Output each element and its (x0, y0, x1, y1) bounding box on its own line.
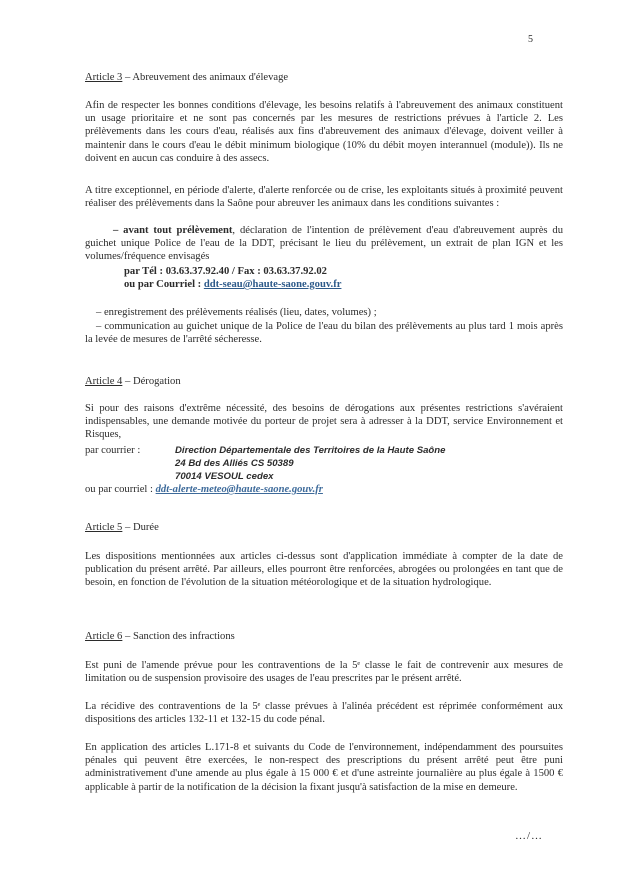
article-6-paragraph-3: En application des articles L.171-8 et suivants du Code de l'environnement, indépendamment des poursuites pénales qui peuvent être exercées, le non-respect des prescriptions du présent arrêté peut être puni administrativement d'une amende au plus égale à 15 000 € et d'une astreinte journalière au plus égale à 1500 € applicable à partir de la notification de la décision la fixant jusqu'à satisfaction de la mise en demeure. (85, 742, 563, 793)
article-3-bullet-2: – enregistrement des prélèvements réalisés (lieu, dates, volumes) ; (96, 307, 377, 318)
bullet-1-rest: , déclaration de l'intention de prélèvement d'eau d'abreuvement auprès du guichet unique Police de l'eau de la DDT, précisant le lieu du prélèvement, un extrait de plan IGN et les volumes/fréquence envisagés (85, 225, 564, 263)
bullet-1-bold: – avant tout prélèvement (113, 225, 233, 236)
article-3-title: – Abreuvement des animaux d'élevage (122, 72, 289, 83)
courriel-label: ou par courriel : (85, 484, 156, 495)
courriel-link[interactable]: ddt-alerte-meteo@haute-saone.gouv.fr (155, 484, 323, 495)
article-5-label: Article 5 (85, 522, 123, 533)
article-4-label: Article 4 (85, 376, 123, 387)
article-3-bullet-3: – communication au guichet unique de la Police de l'eau du bilan des prélèvements au plus tard 1 mois après la levée de mesures de l'arrêté sécheresse. (85, 321, 563, 346)
article-5-paragraph-1: Les dispositions mentionnées aux articles ci-dessus sont d'application immédiate à compter de la date de publication du présent arrêté. Par ailleurs, elles pourront être renforcées, abrogées ou prolongées en tant que de besoin, en fonction de l'évolution de la situation météorologique et de la situation hydrologique. (85, 551, 563, 589)
article-6-paragraph-2: La récidive des contraventions de la 5ᵉ classe prévues à l'alinéa précédent est réprimée conformément aux dispositions des articles 132-11 et 132-15 du code pénal. (85, 701, 563, 726)
article-3-paragraph-2: A titre exceptionnel, en période d'alerte, d'alerte renforcée ou de crise, les exploitants situés à proximité peuvent réaliser des prélèvements dans la Saône pour abreuver les animaux dans les conditions suivantes : (85, 185, 563, 210)
continuation-marker: …/… (515, 830, 544, 842)
article-3-label: Article 3 (85, 72, 123, 83)
email-prefix: ou par Courriel : (124, 279, 204, 290)
article-4-heading (85, 376, 181, 387)
article-3-heading (85, 72, 288, 83)
article-6-paragraph-1: Est puni de l'amende prévue pour les contraventions de la 5ᵉ classe le fait de contrevenir aux mesures de limitation ou de suspension provisoire des usages de l'eau prescrites par le présent arrêté. (85, 660, 563, 685)
address-line-2: 24 Bd des Alliés CS 50389 (175, 458, 294, 469)
address-line-1: Direction Départementale des Territoires de la Haute Saône (175, 445, 446, 456)
article-6-label: Article 6 (85, 631, 123, 642)
article-4-paragraph-1: Si pour des raisons d'extrême nécessité, des besoins de dérogations aux présentes restrictions s'avéraient indispensables, une demande motivée du porteur de projet sera à adresser à la DDT, service Environnement et Risques, (85, 403, 563, 441)
article-3-paragraph-1: Afin de respecter les bonnes conditions d'élevage, les besoins relatifs à l'abreuvement des animaux constituent un usage prioritaire et ne sont pas concernés par les mesures de restrictions prévues à l'article 2. Les prélèvements dans les cours d'eau, réalisés aux fins d'abreuvement des animaux d'élevage, doivent veiller à maintenir dans le cours d'eau le débit minimum biologique (10% du débit moyen interannuel (module)). Ils ne doivent en aucun cas conduire à des assecs. (85, 100, 563, 164)
article-6-title: – Sanction des infractions (122, 631, 235, 642)
page-number: 5 (528, 34, 533, 45)
courriel-line (85, 483, 323, 496)
article-4-title: – Dérogation (122, 376, 181, 387)
courier-label: par courrier : (85, 445, 141, 456)
address-line-3: 70014 VESOUL cedex (175, 471, 274, 482)
article-3-bullet-1 (85, 224, 563, 264)
article-5-heading (85, 522, 159, 533)
telephone-fax: par Tél : 03.63.37.92.40 / Fax : 03.63.37.92.02 (124, 266, 327, 277)
email-link[interactable]: ddt-seau@haute-saone.gouv.fr (203, 279, 342, 290)
email-line (124, 278, 341, 291)
article-6-heading (85, 631, 235, 642)
article-5-title: – Durée (122, 522, 159, 533)
